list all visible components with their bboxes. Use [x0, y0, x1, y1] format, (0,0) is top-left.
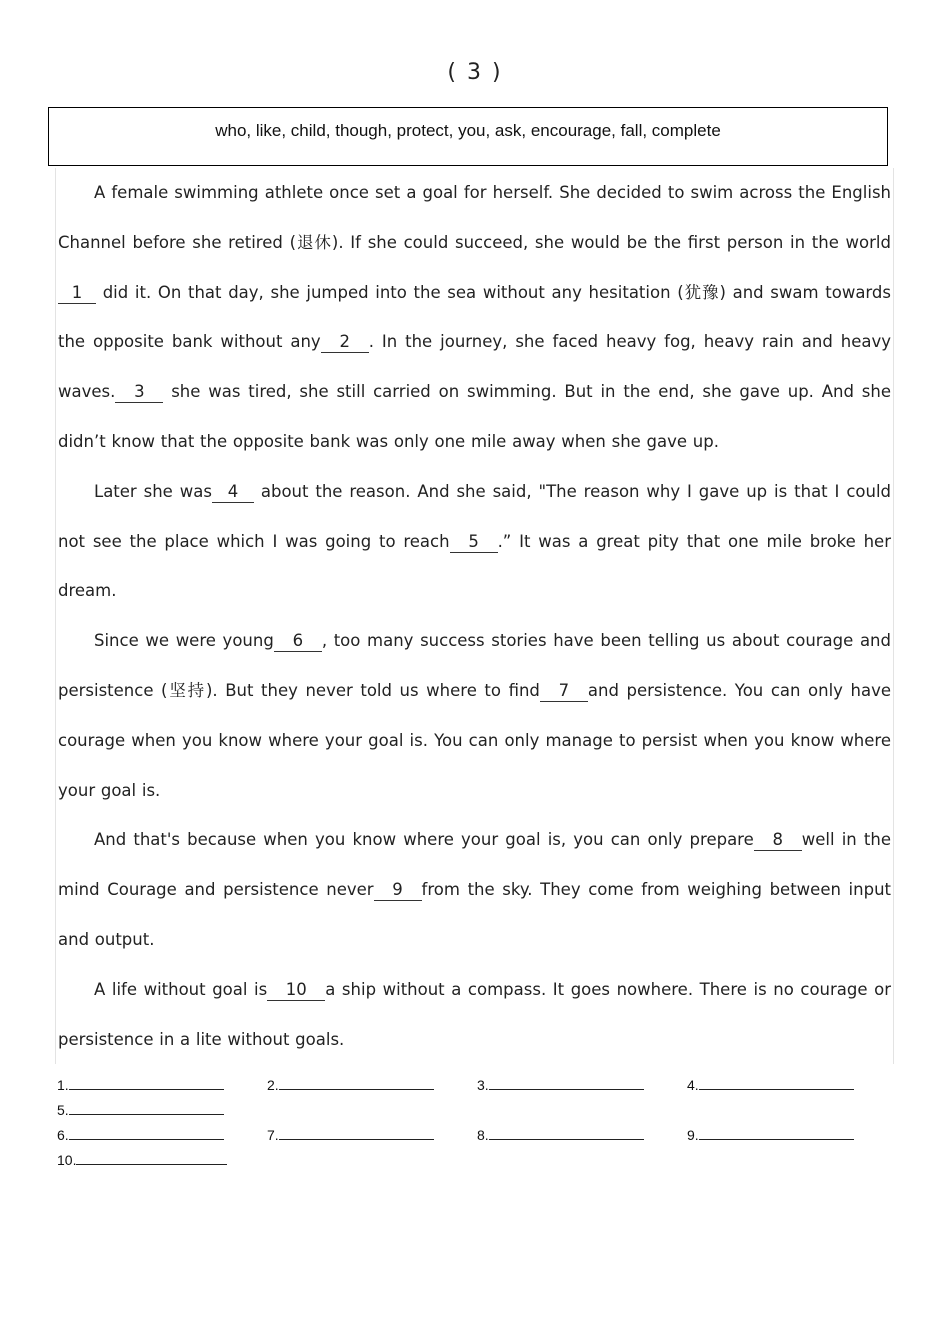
paragraph-5 — [58, 965, 891, 1065]
answer-lines — [57, 1068, 897, 1168]
word-bank-text: who, like, child, though, protect, you, ask, encourage, fall, complete — [215, 121, 721, 140]
blank-5[interactable]: 5 — [450, 532, 498, 553]
paragraph-text: , too many success stories have been telling us about courage and persistence (坚持). But they never told us where to find — [58, 631, 891, 700]
answer-1[interactable] — [57, 1075, 267, 1093]
answer-label: 9. — [687, 1127, 699, 1143]
answer-3[interactable] — [477, 1075, 687, 1093]
paragraph-3 — [58, 616, 891, 815]
answer-2[interactable] — [267, 1075, 477, 1093]
exercise-number: ( 3 ) — [447, 60, 503, 85]
answer-line[interactable] — [489, 1125, 644, 1140]
answer-7[interactable] — [267, 1125, 477, 1143]
paragraph-text: and persistence. You can only have courage when you know where your goal is. You can only manage to persist when you know where your goal is. — [58, 680, 891, 800]
answer-line[interactable] — [699, 1075, 854, 1090]
paragraph-text: .” It was a great pity that one mile broke her dream. — [58, 531, 891, 601]
paragraph-text: from the sky. They come from weighing between input and output. — [58, 880, 891, 949]
answer-10[interactable] — [57, 1150, 278, 1168]
answer-line[interactable] — [279, 1075, 434, 1090]
paragraph-1 — [58, 168, 891, 467]
blank-10[interactable]: 10 — [267, 980, 325, 1001]
word-bank-box — [48, 107, 888, 166]
answer-label: 8. — [477, 1127, 489, 1143]
paragraph-text: did it. On that day, she jumped into the sea without any hesitation (犹豫) and swam towards the opposite bank without any — [58, 282, 891, 352]
answer-label: 3. — [477, 1077, 489, 1093]
paragraph-text: she was tired, she still carried on swimming. But in the end, she gave up. And she didn’t know that the opposite bank was only one mile away when she gave up. — [58, 382, 891, 451]
blank-7[interactable]: 7 — [540, 681, 588, 702]
answer-row — [57, 1143, 897, 1168]
answer-label: 6. — [57, 1127, 69, 1143]
answer-line[interactable] — [699, 1125, 854, 1140]
answer-line[interactable] — [69, 1100, 224, 1115]
paragraph-text: A female swimming athlete once set a goal for herself. She decided to swim across the English Channel before she retired (退休). If she could succeed, she would be the first person in the world — [58, 183, 891, 252]
blank-9[interactable]: 9 — [374, 880, 422, 901]
paragraph-4 — [58, 815, 891, 964]
answer-line[interactable] — [69, 1075, 224, 1090]
answer-line[interactable] — [69, 1125, 224, 1140]
answer-label: 7. — [267, 1127, 279, 1143]
paragraph-text: And that's because when you know where your goal is, you can only prepare — [94, 830, 754, 850]
answer-8[interactable] — [477, 1125, 687, 1143]
answer-5[interactable] — [57, 1100, 278, 1118]
answer-9[interactable] — [687, 1125, 897, 1143]
blank-2[interactable]: 2 — [321, 332, 369, 353]
answer-4[interactable] — [687, 1075, 897, 1093]
answer-label: 4. — [687, 1077, 699, 1093]
blank-4[interactable]: 4 — [212, 482, 254, 503]
answer-label: 1. — [57, 1077, 69, 1093]
paragraph-text: . In the journey, she faced heavy fog, heavy rain and heavy waves. — [58, 332, 891, 402]
paragraph-text: Later she was — [94, 481, 212, 501]
paragraph-text: a ship without a compass. It goes nowhere. There is no courage or persistence in a lite without goals. — [58, 979, 891, 1049]
answer-label: 2. — [267, 1077, 279, 1093]
answer-line[interactable] — [76, 1150, 227, 1165]
paragraph-text: about the reason. And she said, "The reason why I gave up is that I could not see the place which I was going to reach — [58, 481, 892, 551]
blank-3[interactable]: 3 — [115, 382, 163, 403]
answer-line[interactable] — [279, 1125, 434, 1140]
answer-label: 10. — [57, 1152, 77, 1168]
paragraph-text: well in the mind Courage and persistence never — [58, 830, 891, 900]
paragraph-text: A life without goal is — [94, 979, 268, 999]
answer-row — [57, 1068, 897, 1093]
paragraph-text: Since we were young — [94, 631, 274, 651]
answer-line[interactable] — [489, 1075, 644, 1090]
paragraph-2 — [58, 467, 891, 616]
blank-1[interactable]: 1 — [58, 283, 96, 304]
answer-label: 5. — [57, 1102, 69, 1118]
cloze-passage — [55, 168, 894, 1064]
answer-row — [57, 1118, 897, 1143]
blank-8[interactable]: 8 — [754, 830, 802, 851]
answer-row — [57, 1093, 897, 1118]
answer-6[interactable] — [57, 1125, 267, 1143]
blank-6[interactable]: 6 — [274, 631, 322, 652]
